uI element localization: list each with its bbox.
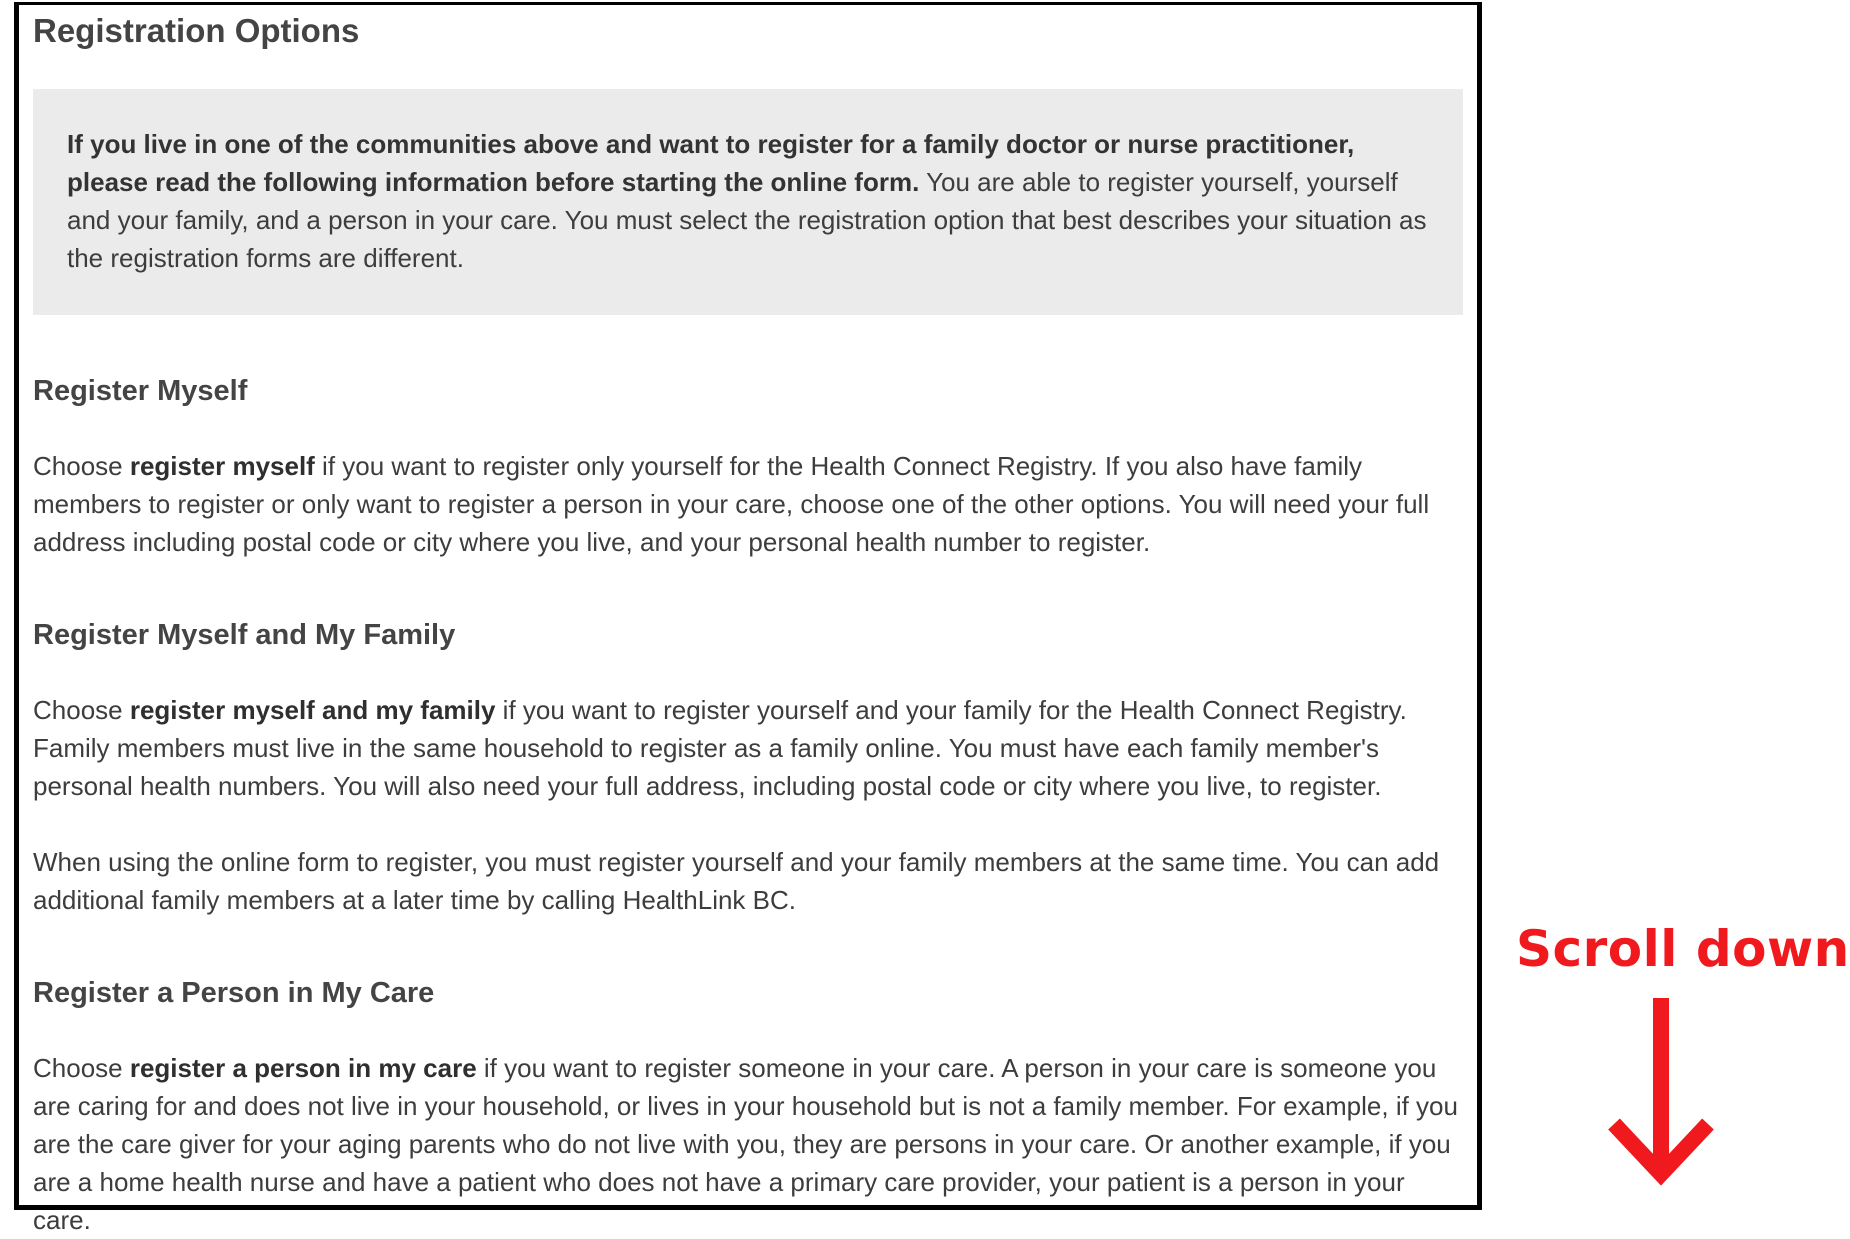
page-content [33,5,1463,1239]
para-text: Choose [33,451,130,481]
scroll-down-label: Scroll down [1516,920,1850,978]
para-bold-option: register a person in my care [129,1053,477,1083]
para-text: if you want to register yourself and your family for the Health Connect Registry. Family members must live in the same household to register as a family online. You must have each family member's personal health numbers. You will also need your full address, including postal code or city where you live, to register. [33,695,1407,801]
page-title: Registration Options [33,12,360,49]
para-text: if you want to register only yourself for the Health Connect Registry. If you also have family members to register or only want to register a person in your care, choose one of the other options. You will need your full address including postal code or city where you live, and your personal health number to register. [33,451,1430,557]
section-paragraph: When using the online form to register, you must register yourself and your family members at the same time. You can add additional family members at a later time by calling HealthLink BC. [33,847,1440,915]
section-title-register-person-in-care: Register a Person in My Care [33,977,435,1009]
section-title-register-myself: Register Myself [33,375,248,407]
info-notice-box [33,89,1463,315]
screenshot-frame [14,2,1482,1235]
para-bold-option: register myself [129,451,315,481]
para-text: Choose [33,695,130,725]
section-paragraph [33,447,1463,561]
para-bold-option: register myself and my family [129,695,496,725]
para-text: Choose [33,1053,130,1083]
section-paragraph [33,1049,1463,1239]
section-paragraph [33,691,1463,805]
para-text: if you want to register someone in your care. A person in your care is someone you are caring for and does not live in your household, or lives in your household but is not a family member. For example, if you are the care giver for your aging parents who do not live with you, they are persons in your care. Or another example, if you are a home health nurse and have a patient who does not have a primary care provider, your patient is a person in your care. [33,1053,1458,1235]
notice-text: You are able to register yourself, yourself and your family, and a person in your care. You must select the registration option that best describes your situation as the registration forms are different. [67,167,1427,273]
notice-bold-text: If you live in one of the communities above and want to register for a family doctor or nurse practitioner, please read the following information before starting the online form. [67,129,1355,197]
section-title-register-myself-and-family: Register Myself and My Family [33,619,456,651]
arrow-down-icon [1606,996,1716,1196]
